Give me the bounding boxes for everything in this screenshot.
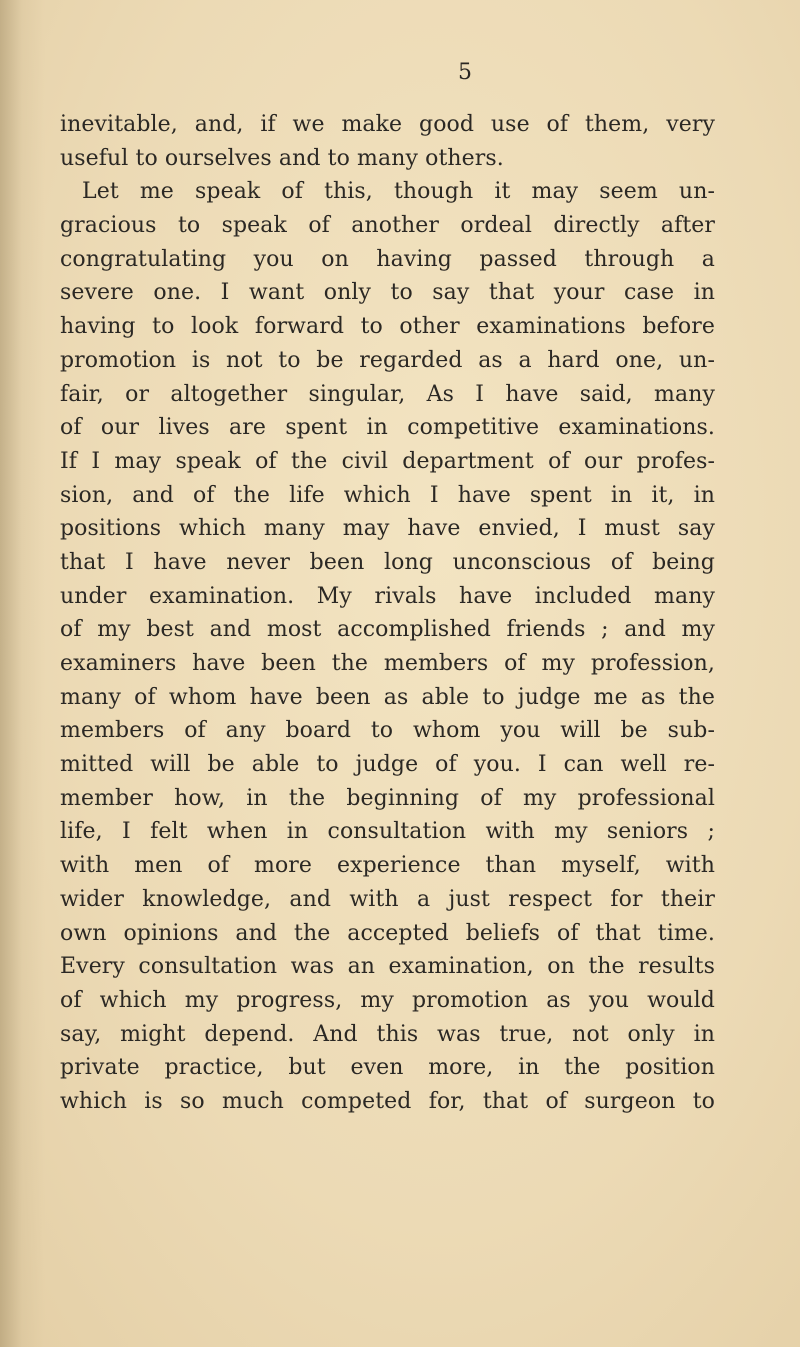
- text-line: of our lives are spent in competitive examinations.: [60, 415, 715, 441]
- text-line: fair, or altogether singular, As I have said, many: [60, 381, 715, 407]
- text-line: examiners have been the members of my profession,: [60, 651, 715, 676]
- text-line: severe one. I want only to say that your case in: [60, 280, 715, 306]
- text-line: Let me speak of this, though it may seem un-: [82, 179, 715, 205]
- text-line: Every consultation was an examination, on the results: [60, 954, 715, 980]
- body-text: [60, 108, 715, 1119]
- text-line: with men of more experience than myself, with: [60, 853, 715, 879]
- text-line: useful to ourselves and to many others.: [60, 145, 504, 171]
- text-line: say, might depend. And this was true, not only in: [60, 1021, 715, 1047]
- text-line: sion, and of the life which I have spent in it, in: [60, 482, 715, 508]
- text-line: wider knowledge, and with a just respect for their: [60, 886, 715, 912]
- text-line: private practice, but even more, in the position: [60, 1055, 715, 1081]
- text-line: of which my progress, my promotion as you would: [60, 987, 715, 1013]
- text-line: mitted will be able to judge of you. I can well re-: [60, 752, 715, 778]
- text-line: life, I felt when in consultation with my seniors ;: [60, 819, 715, 845]
- text-line: own opinions and the accepted beliefs of that time.: [60, 920, 715, 946]
- text-line: which is so much competed for, that of surgeon to: [60, 1088, 715, 1114]
- text-line: having to look forward to other examinations before: [60, 314, 715, 340]
- text-line: gracious to speak of another ordeal directly after: [60, 213, 715, 239]
- text-line: positions which many may have envied, I must say: [60, 516, 715, 542]
- text-line: member how, in the beginning of my professional: [60, 785, 715, 811]
- text-line: promotion is not to be regarded as a hard one, un-: [60, 347, 715, 373]
- text-line: of my best and most accomplished friends ; and my: [60, 617, 715, 643]
- text-line: If I may speak of the civil department of our profes-: [60, 448, 715, 474]
- text-line: that I have never been long unconscious of being: [60, 549, 715, 575]
- text-line: under examination. My rivals have included many: [60, 583, 715, 609]
- text-line: congratulating you on having passed through a: [60, 246, 715, 272]
- text-line: many of whom have been as able to judge me as the: [60, 684, 715, 710]
- text-line: members of any board to whom you will be sub-: [60, 718, 715, 744]
- text-line: inevitable, and, if we make good use of them, very: [60, 112, 715, 137]
- page-number: 5: [458, 60, 472, 85]
